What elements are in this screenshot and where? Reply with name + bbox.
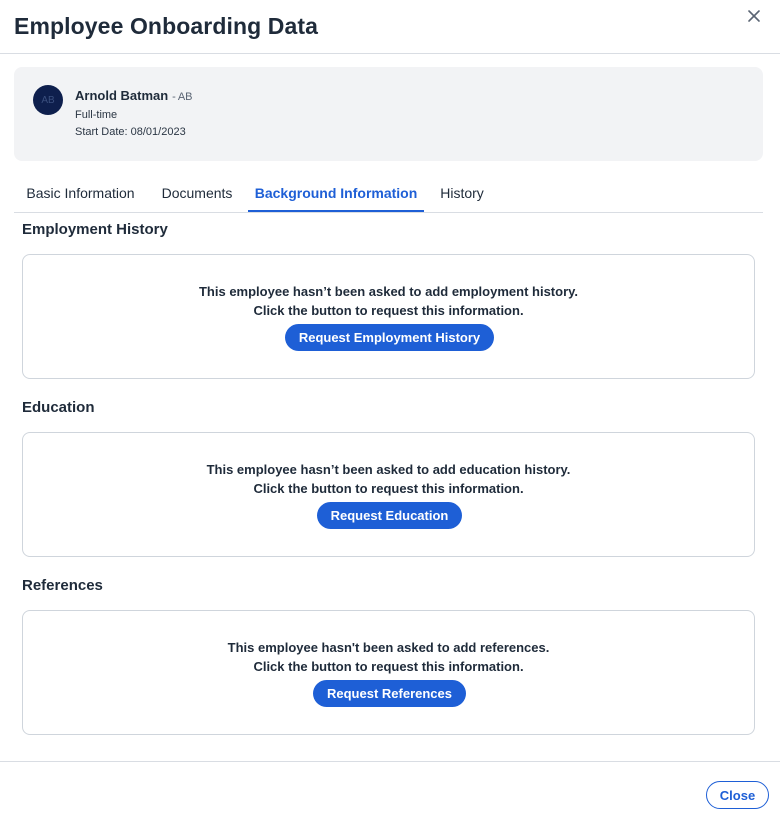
references-empty-message: This employee hasn't been asked to add references. xyxy=(227,640,550,655)
references-heading: References xyxy=(22,577,103,594)
tab-basic-information[interactable]: Basic Information xyxy=(26,185,135,201)
references-empty-state xyxy=(22,610,755,735)
employment-history-heading: Employment History xyxy=(22,221,168,238)
tab-bar xyxy=(14,176,763,213)
modal-header xyxy=(0,0,780,54)
footer-divider xyxy=(0,761,780,762)
employee-name-line xyxy=(75,88,193,103)
employment-empty-message: This employee hasn’t been asked to add employment history. xyxy=(198,284,579,299)
employee-initials: AB xyxy=(177,91,193,103)
modal-title: Employee Onboarding Data xyxy=(14,13,319,39)
tab-background-information[interactable]: Background Information xyxy=(248,176,424,212)
name-separator: - xyxy=(172,91,176,103)
education-empty-state xyxy=(22,432,755,557)
start-date: Start Date: 08/01/2023 xyxy=(75,126,186,138)
employment-history-empty-state xyxy=(22,254,755,379)
education-empty-hint: Click the button to request this information. xyxy=(253,481,524,496)
employee-summary-card xyxy=(14,67,763,161)
employee-name: Arnold Batman xyxy=(75,88,169,103)
employment-type: Full-time xyxy=(75,109,118,121)
tab-history[interactable]: History xyxy=(440,185,484,201)
education-empty-message: This employee hasn’t been asked to add education history. xyxy=(206,462,571,477)
request-employment-history-button[interactable]: Request Employment History xyxy=(285,324,494,351)
close-icon[interactable] xyxy=(744,6,764,26)
close-button[interactable]: Close xyxy=(706,781,769,809)
avatar: AB xyxy=(33,85,63,115)
education-heading: Education xyxy=(22,399,95,416)
request-references-button[interactable]: Request References xyxy=(313,680,466,707)
request-education-button[interactable]: Request Education xyxy=(317,502,462,529)
references-empty-hint: Click the button to request this information. xyxy=(253,659,524,674)
employment-empty-hint: Click the button to request this information. xyxy=(253,303,524,318)
tab-documents[interactable]: Documents xyxy=(161,185,233,201)
